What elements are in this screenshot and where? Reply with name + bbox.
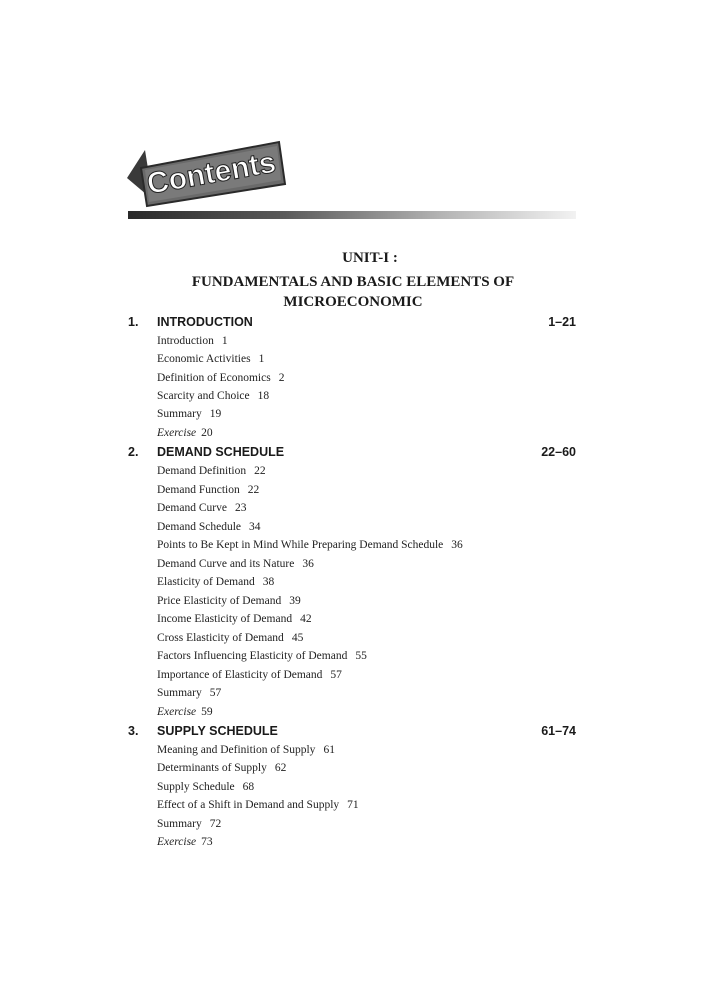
toc-entry-page: 1 <box>258 353 265 365</box>
toc-entry[interactable] <box>157 799 359 811</box>
toc-entry[interactable] <box>157 390 269 402</box>
toc-entry-title: Summary <box>157 818 202 830</box>
toc-entry-page: 68 <box>242 781 255 793</box>
toc-entry-page: 36 <box>302 558 314 570</box>
toc-entry[interactable] <box>157 595 301 607</box>
toc-entry-page: 42 <box>300 613 312 625</box>
contents-banner-text: Contents <box>144 145 279 201</box>
toc-entry-page: 62 <box>274 762 287 774</box>
toc-entry-title: Supply Schedule <box>157 781 235 793</box>
toc-entry-page: 57 <box>209 687 222 699</box>
toc-entry-page: 19 <box>209 408 222 420</box>
toc-entry[interactable] <box>157 762 286 774</box>
toc-entry-page: 2 <box>278 372 285 384</box>
toc-entry-page: 34 <box>249 521 261 533</box>
toc-entry-page: 22 <box>247 484 260 496</box>
toc-entry-title: Definition of Economics <box>157 372 271 384</box>
chapter-title: DEMAND SCHEDULE <box>157 445 285 459</box>
unit-title-line-2: MICROECONOMIC <box>283 294 423 310</box>
toc-entry-title: Factors Influencing Elasticity of Demand <box>157 650 348 662</box>
toc-entry-page: 39 <box>289 595 301 607</box>
toc-entry-title: Demand Curve and its Nature <box>157 558 295 570</box>
toc-entry[interactable] <box>157 706 213 718</box>
toc-entry-title: Determinants of Supply <box>157 762 267 774</box>
chapter-number: 2. <box>128 445 139 459</box>
contents-banner-graphic <box>127 140 287 210</box>
toc-entry-title: Demand Function <box>157 484 240 496</box>
toc-entry-title: Scarcity and Choice <box>157 390 250 402</box>
toc-entry[interactable] <box>157 576 274 588</box>
chapter-heading-2[interactable] <box>128 445 576 463</box>
toc-entry-page: 73 <box>201 836 213 848</box>
toc-entry[interactable] <box>157 836 213 848</box>
toc-entry-page: 18 <box>257 390 270 402</box>
toc-entry-title: Exercise <box>157 427 197 439</box>
toc-entry[interactable] <box>157 744 335 756</box>
toc-entry-title: Summary <box>157 408 202 420</box>
chapter-number: 1. <box>128 315 139 329</box>
toc-entry[interactable] <box>157 372 284 384</box>
toc-entry[interactable] <box>157 632 303 644</box>
chapter-number: 3. <box>128 724 139 738</box>
chapter-page-range: 61–74 <box>541 724 576 738</box>
toc-entry-title: Introduction <box>157 335 214 347</box>
toc-entry-page: 36 <box>451 539 463 551</box>
toc-entry-page: 71 <box>347 799 359 811</box>
toc-entry[interactable] <box>157 465 266 477</box>
toc-entry-title: Meaning and Definition of Supply <box>157 744 316 756</box>
chapter-heading-3[interactable] <box>128 724 576 742</box>
toc-entry-title: Importance of Elasticity of Demand <box>157 669 323 681</box>
toc-entry-title: Summary <box>157 687 202 699</box>
toc-entry-page: 55 <box>355 650 367 662</box>
toc-entry[interactable] <box>157 484 259 496</box>
toc-entry[interactable] <box>157 818 221 830</box>
toc-entry[interactable] <box>157 353 264 365</box>
chapter-title: SUPPLY SCHEDULE <box>157 724 278 738</box>
toc-entry-page: 20 <box>201 427 213 439</box>
contents-divider <box>128 211 576 219</box>
toc-entry-title: Points to Be Kept in Mind While Preparing Demand Schedule <box>157 539 444 551</box>
toc-entry[interactable] <box>157 558 314 570</box>
toc-entry-title: Demand Schedule <box>157 521 241 533</box>
toc-entry[interactable] <box>157 539 463 551</box>
toc-entry-page: 1 <box>221 335 228 347</box>
toc-entry-title: Cross Elasticity of Demand <box>157 632 284 644</box>
toc-entry-title: Income Elasticity of Demand <box>157 613 293 625</box>
toc-entry[interactable] <box>157 427 213 439</box>
toc-entry[interactable] <box>157 408 221 420</box>
toc-entry-title: Price Elasticity of Demand <box>157 595 282 607</box>
unit-title-line-1: FUNDAMENTALS AND BASIC ELEMENTS OF <box>191 274 515 290</box>
chapter-page-range: 1–21 <box>548 315 576 329</box>
chapter-title: INTRODUCTION <box>157 315 253 329</box>
toc-entry-title: Demand Curve <box>157 502 227 514</box>
toc-entry-page: 59 <box>201 706 213 718</box>
toc-entry[interactable] <box>157 502 246 514</box>
toc-entry-title: Exercise <box>157 836 197 848</box>
toc-entry[interactable] <box>157 335 228 347</box>
chapter-heading-1[interactable] <box>128 315 576 333</box>
toc-entry-page: 72 <box>209 818 222 830</box>
toc-entry-page: 22 <box>254 465 266 477</box>
toc-entry[interactable] <box>157 781 254 793</box>
toc-entry-title: Demand Definition <box>157 465 247 477</box>
toc-entry[interactable] <box>157 650 367 662</box>
toc-entry-title: Exercise <box>157 706 197 718</box>
toc-entry[interactable] <box>157 687 221 699</box>
toc-entry-page: 23 <box>234 502 247 514</box>
toc-entry-title: Economic Activities <box>157 353 251 365</box>
toc-entry[interactable] <box>157 669 342 681</box>
contents-banner <box>127 140 287 210</box>
toc-entry-title: Elasticity of Demand <box>157 576 255 588</box>
toc-entry-page: 45 <box>291 632 304 644</box>
unit-label: UNIT-I : <box>342 250 398 266</box>
toc-entry[interactable] <box>157 521 261 533</box>
toc-entry-page: 61 <box>323 744 335 756</box>
toc-entry[interactable] <box>157 613 312 625</box>
toc-entry-page: 57 <box>330 669 342 681</box>
chapter-page-range: 22–60 <box>541 445 576 459</box>
toc-entry-page: 38 <box>262 576 275 588</box>
toc-entry-title: Effect of a Shift in Demand and Supply <box>157 799 340 811</box>
